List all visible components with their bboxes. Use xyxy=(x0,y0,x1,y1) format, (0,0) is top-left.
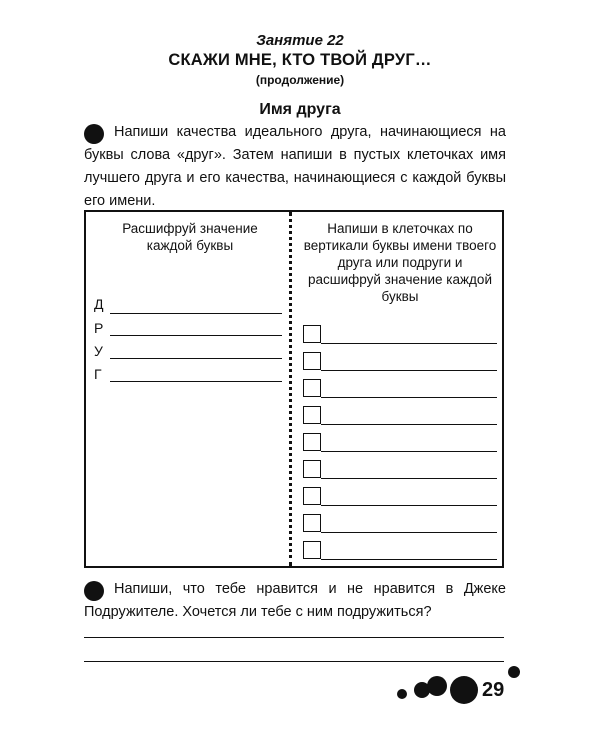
decorative-dot-icon xyxy=(427,676,447,696)
name-letter-box[interactable] xyxy=(303,541,321,559)
section-title: Имя друга xyxy=(259,101,341,118)
task-instruction-1 xyxy=(84,121,506,213)
name-letter-box[interactable] xyxy=(303,433,321,451)
answer-line-g[interactable] xyxy=(110,381,282,382)
name-letter-box[interactable] xyxy=(303,352,321,370)
meaning-line[interactable] xyxy=(321,397,497,398)
name-letter-box[interactable] xyxy=(303,487,321,505)
meaning-line[interactable] xyxy=(321,559,497,560)
decorative-dot-icon xyxy=(397,689,407,699)
letter-u: У xyxy=(94,343,103,359)
task-instruction-2-text: Напиши, что тебе нравится и не нравится в Джеке Подружителе. Хочется ли тебе с ним подружиться? xyxy=(84,581,506,620)
page-title: СКАЖИ МНЕ, КТО ТВОЙ ДРУГ… xyxy=(168,51,432,69)
letter-d: Д xyxy=(94,296,104,312)
letter-g: Г xyxy=(94,366,102,382)
name-letter-box[interactable] xyxy=(303,406,321,424)
answer-line-d[interactable] xyxy=(110,313,282,314)
name-letter-box[interactable] xyxy=(303,325,321,343)
answer-line-r[interactable] xyxy=(110,335,282,336)
meaning-line[interactable] xyxy=(321,424,497,425)
page-number: 29 xyxy=(482,679,505,701)
right-column-header: Напиши в клеточках по вертикали буквы имени твоего друга или подруги и расшифруй значение каждой буквы xyxy=(303,221,497,304)
name-letter-box[interactable] xyxy=(303,379,321,397)
meaning-line[interactable] xyxy=(321,532,497,533)
answer-line[interactable] xyxy=(84,661,504,662)
answer-line-u[interactable] xyxy=(110,358,282,359)
name-letter-box[interactable] xyxy=(303,514,321,532)
meaning-line[interactable] xyxy=(321,478,497,479)
task-instruction-1-text: Напиши качества идеального друга, начинающиеся на буквы слова «друг». Затем напиши в пустых клеточках имя лучшего друга и его качества, начинающиеся с каждой буквы его имени. xyxy=(84,124,506,209)
meaning-line[interactable] xyxy=(321,505,497,506)
name-letter-box[interactable] xyxy=(303,460,321,478)
page-subtitle: (продолжение) xyxy=(255,73,345,87)
meaning-line[interactable] xyxy=(321,451,497,452)
meaning-line[interactable] xyxy=(321,370,497,371)
left-column-header: Расшифруй значение каждой буквы xyxy=(122,221,258,253)
lesson-number: Занятие 22 xyxy=(256,32,344,49)
decorative-dot-icon xyxy=(508,666,520,678)
letter-r: Р xyxy=(94,320,104,336)
dotted-divider xyxy=(289,212,292,566)
answer-line[interactable] xyxy=(84,637,504,638)
page-number-dot-icon xyxy=(450,676,478,704)
task-instruction-2 xyxy=(84,578,506,624)
meaning-line[interactable] xyxy=(321,343,497,344)
